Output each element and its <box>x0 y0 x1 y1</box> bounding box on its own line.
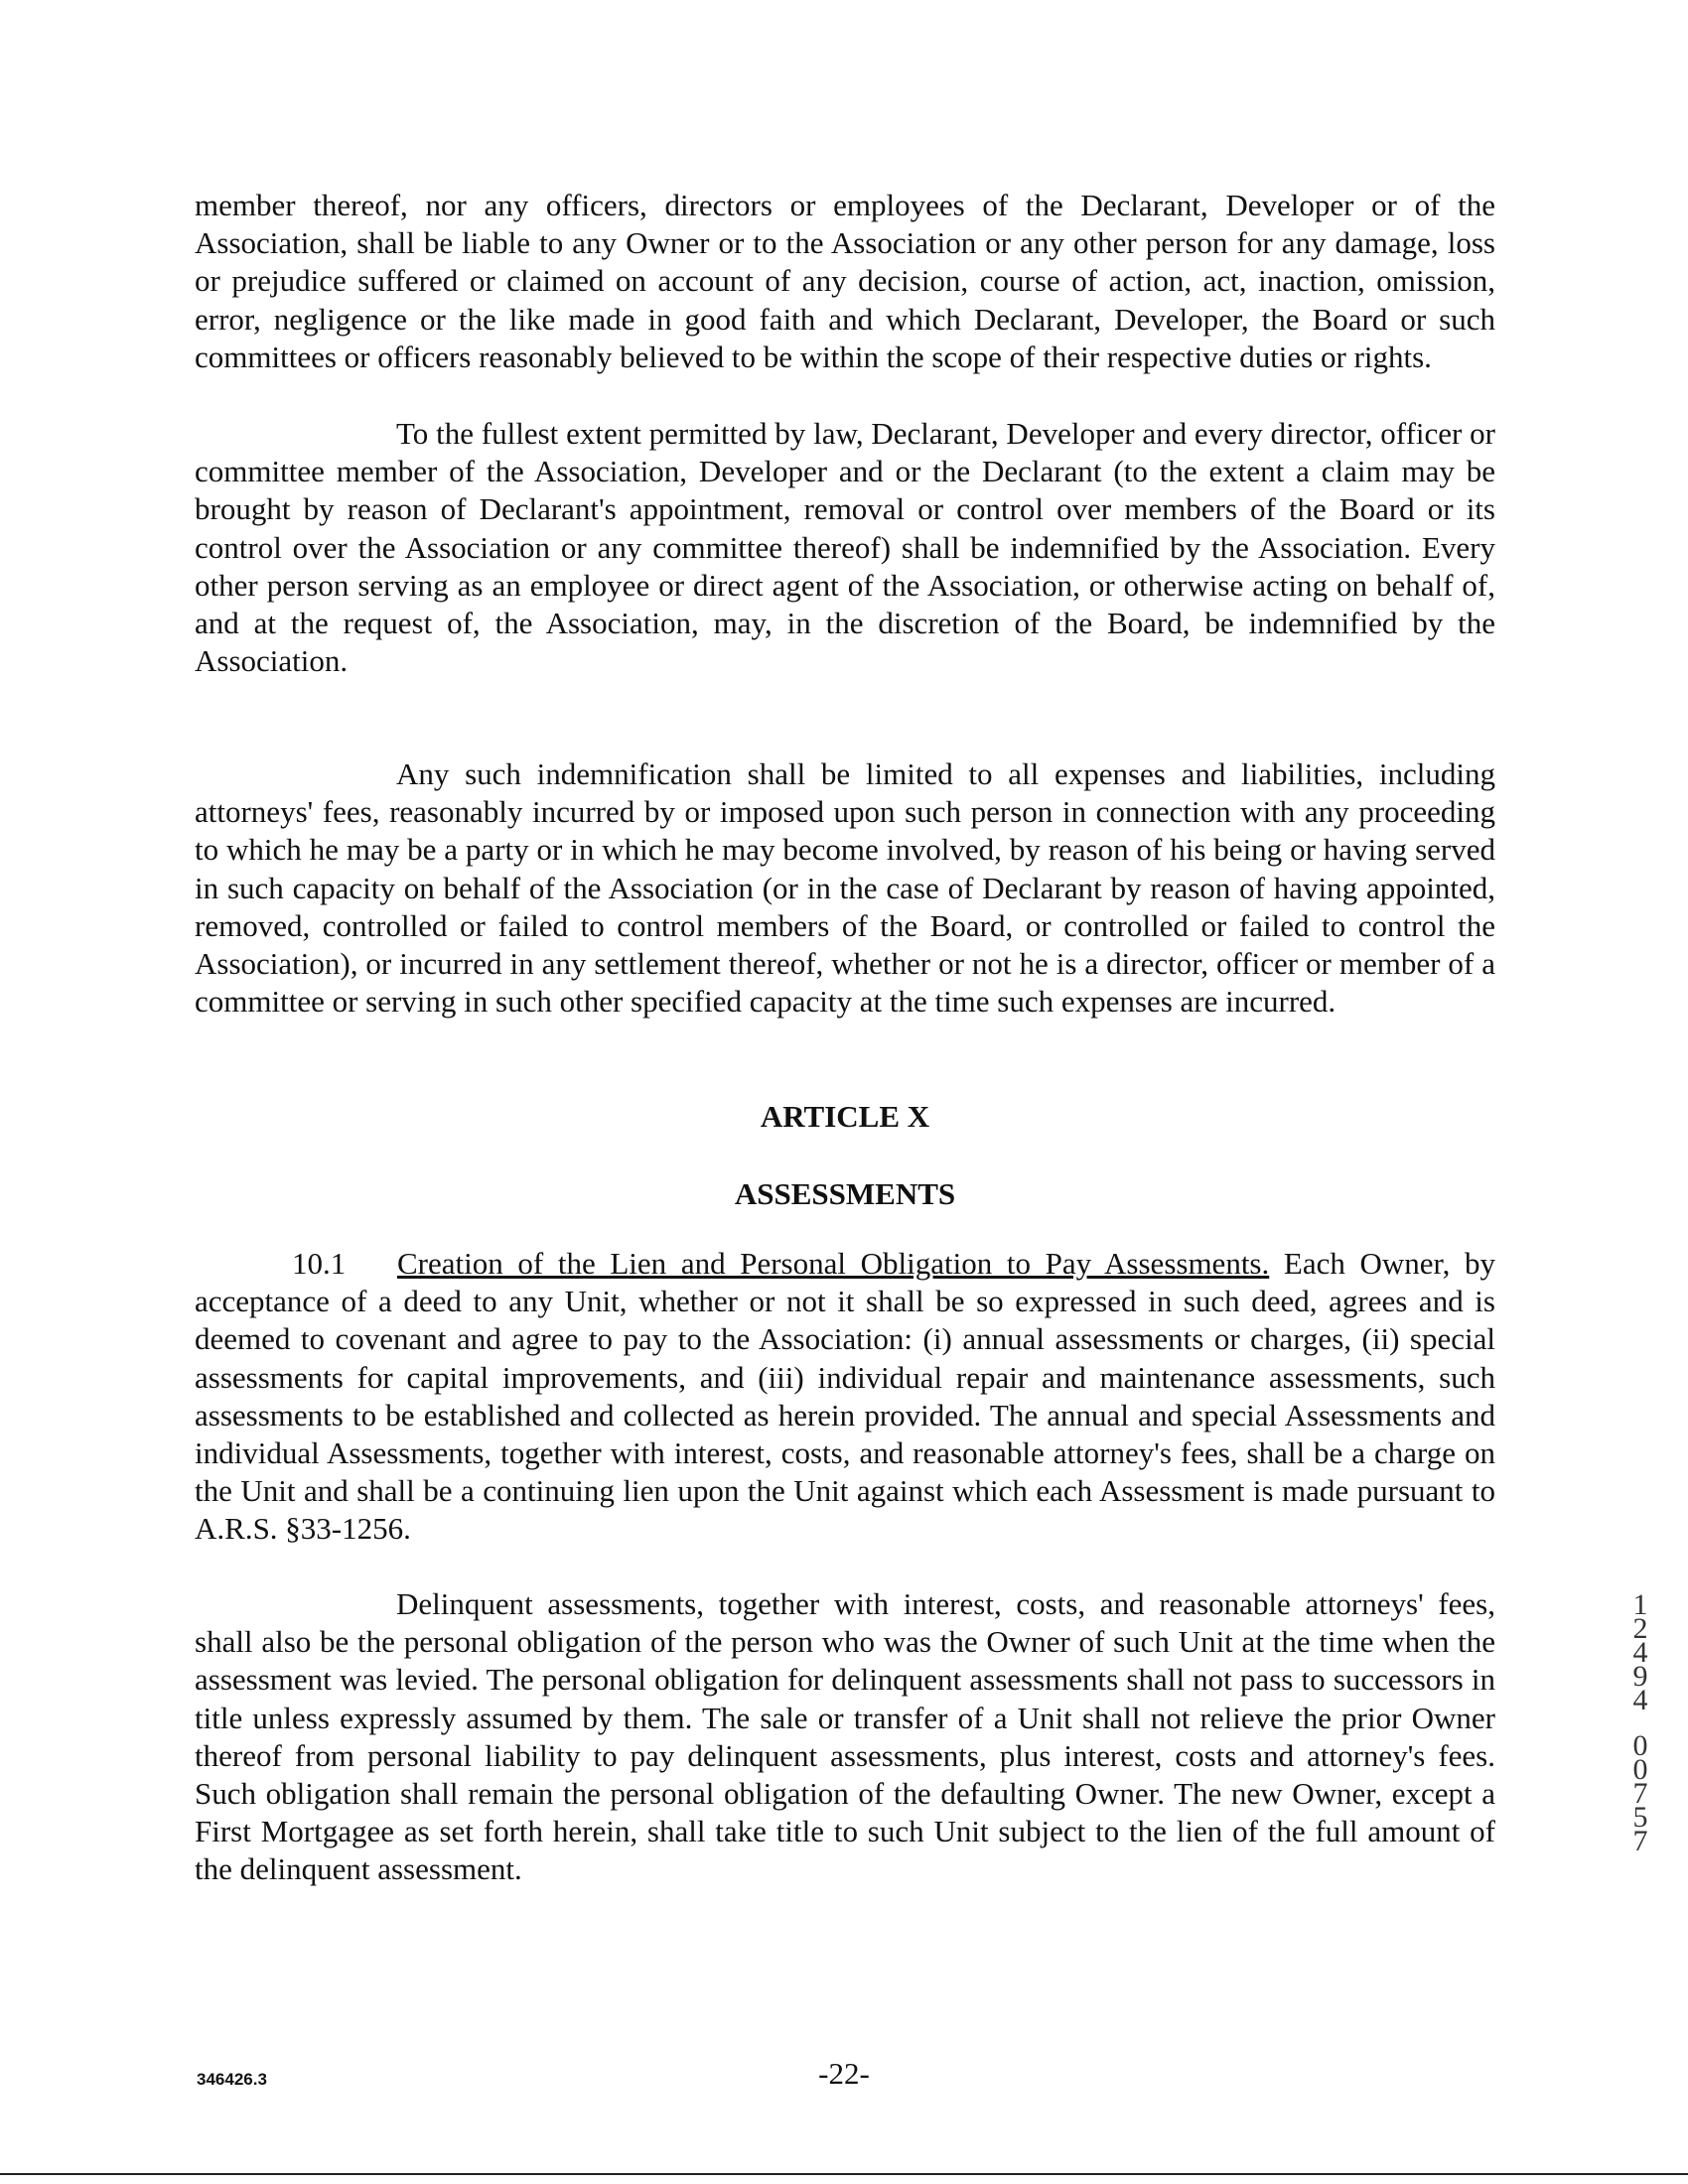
section-title: Creation of the Lien and Personal Obligation to Pay Assessments. <box>397 1246 1270 1281</box>
paragraph-delinquent-assessments: Delinquent assessments, together with interest, costs, and reasonable attorneys' fees, shall also be the personal obligation of the person who was the Owner of such Unit at the time when the assessment was levied. The personal obligation for delinquent assessments shall not pass to successors in title unless expressly assumed by them. The sale or transfer of a Unit shall not relieve the prior Owner thereof from personal liability to pay delinquent assessments, plus interest, costs and attorney's fees. Such obligation shall remain the personal obligation of the defaulting Owner. The new Owner, except a First Mortgagee as set forth herein, shall take title to such Unit subject to the lien of the full amount of the delinquent assessment. <box>195 1586 1495 1887</box>
article-number: ARTICLE X <box>760 1099 930 1134</box>
page-number: -22- <box>818 2056 870 2091</box>
stamp-digit: 4 <box>1632 1684 1648 1716</box>
section-number: 10.1 <box>292 1246 347 1281</box>
stamp-digit: 1 <box>1632 1588 1648 1621</box>
stamp-digit: 2 <box>1632 1612 1648 1645</box>
stamp-digit: 4 <box>1632 1636 1648 1669</box>
stamp-digit: 0 <box>1632 1753 1648 1786</box>
section-text: Each Owner, by acceptance of a deed to any Unit, whether or not it shall be so expressed in such deed, agrees and is deemed to covenant and agree to pay to the Association: (i) annual assessments or charges, (ii) special assessments for capital improvements, and (iii) individual repair and maintenance assessments, such assessments to be established and collected as herein provided. The annual and special Assessments and individual Assessments, together with interest, costs, and reasonable attorney's fees, shall be a charge on the Unit and shall be a continuing lien upon the Unit against which each Assessment is made pursuant to A.R.S. §33-1256. <box>195 1246 1495 1547</box>
recording-number-stamp <box>1620 1588 1660 1857</box>
article-title: ASSESSMENTS <box>734 1176 956 1211</box>
stamp-digit: 0 <box>1632 1729 1648 1762</box>
section-10-1 <box>195 1245 1495 1549</box>
stamp-digit: 7 <box>1632 1825 1648 1857</box>
document-id: 346426.3 <box>197 2070 267 2089</box>
page-bottom-rule <box>0 2173 1688 2175</box>
paragraph-indemnification-limits: Any such indemnification shall be limited to all expenses and liabilities, including attorneys' fees, reasonably incurred by or imposed upon such person in connection with any proceeding to which he may be a party or in which he may become involved, by reason of his being or having served in such capacity on behalf of the Association (or in the case of Declarant by reason of having appointed, removed, controlled or failed to control members of the Board, or controlled or failed to control the Association), or incurred in any settlement thereof, whether or not he is a director, officer or member of a committee or serving in such other specified capacity at the time such expenses are incurred. <box>195 756 1495 1020</box>
paragraph-liability-continued: member thereof, nor any officers, directors or employees of the Declarant, Developer or of the Association, shall be liable to any Owner or to the Association or any other person for any damage, loss or prejudice suffered or claimed on account of any decision, course of action, act, inaction, omission, error, negligence or the like made in good faith and which Declarant, Developer, the Board or such committees or officers reasonably believed to be within the scope of their respective duties or rights. <box>195 188 1495 374</box>
stamp-digit: 7 <box>1632 1777 1648 1810</box>
stamp-digit: 5 <box>1632 1801 1648 1834</box>
stamp-digit: 9 <box>1632 1660 1648 1693</box>
paragraph-indemnification: To the fullest extent permitted by law, Declarant, Developer and every director, officer or committee member of the Association, Developer and or the Declarant (to the extent a claim may be brought by reason of Declarant's appointment, removal or control over members of the Board or its control over the Association or any committee thereof) shall be indemnified by the Association. Every other person serving as an employee or direct agent of the Association, or otherwise acting on behalf of, and at the request of, the Association, may, in the discretion of the Board, be indemnified by the Association. <box>195 416 1495 679</box>
